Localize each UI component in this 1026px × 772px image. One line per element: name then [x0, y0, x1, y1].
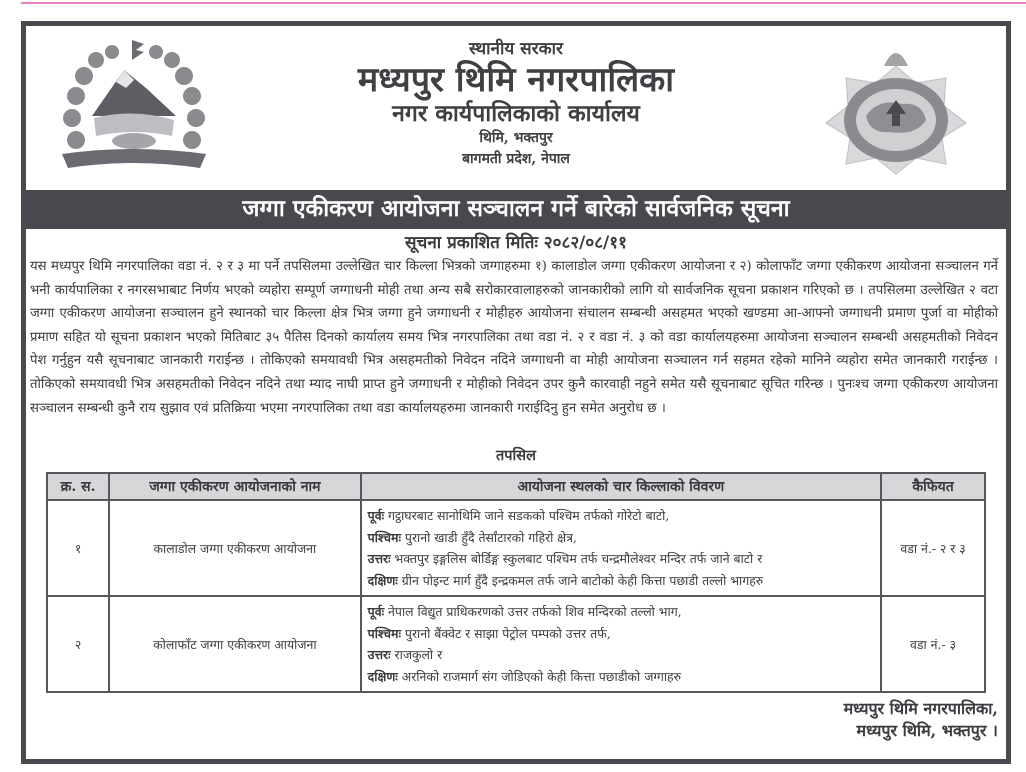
province-name: बागमती प्रदेश, नेपाल — [462, 151, 570, 167]
notice-frame — [21, 21, 1011, 764]
letterhead — [26, 26, 1006, 189]
publish-date: सूचना प्रकाशित मितिः २०८२/०८/११ — [405, 233, 627, 253]
municipality-logo-icon — [806, 38, 986, 178]
table-row — [47, 596, 985, 692]
local-government-label: स्थानीय सरकार — [468, 39, 563, 59]
row-project-name: कोलाफाँट जग्गा एकीकरण आयोजना — [109, 596, 361, 692]
top-accent-rule — [21, 2, 1026, 4]
letterhead-text — [226, 38, 806, 170]
schedule-heading: तपसिल — [496, 447, 536, 464]
notice-body: यस मध्यपुर थिमि नगरपालिका वडा नं. २ र ३ मा पर्ने तपसिलमा उल्लेखित चार किल्ला भित्रको जग्गाहरुमा १) कालाडोल जग्गा एकीकरण आयोजना र २) कोलाफाँट जग्गा एकीकरण आयोजना सञ्चालन गर्ने भनी कार्यपालिका र नगरसभाबाट निर्णय भएको व्यहोरा सम्पूर्ण जग्गाधनी मोही तथा अन्य सबै सरोकारवालाहरुको जानकारीको लागि यो सार्वजनिक सूचना प्रकाशन गरिएको छ । तपसिलमा उल्लेखित २ वटा जग्गा एकीकरण आयोजना सञ्चालन हुने स्थानको चार किल्ला क्षेत्र भित्र जग्गा हुने जग्गाधनी र मोहीहरु आयोजना संचालन सम्बन्धी असहमत भएको खण्डमा आ-आफ्नो जग्गाधनी प्रमाण पुर्जा वा मोहीको प्रमाण सहित यो सूचना प्रकाशन भएको मितिबाट ३५ पैतिस दिनको कार्यालय समय भित्र नगरपालिका तथा वडा नं. २ र वडा नं. ३ को वडा कार्यालयहरुमा आयोजना सञ्चालन सम्बन्धी असहमतीको निवेदन पेश गर्नुहुन यसै सूचनाबाट जानकारी गराईन्छ । तोकिएको समयावधी भित्र असहमतीको निवेदन नदिने जग्गाधनी वा मोही आयोजना सञ्चालन गर्न सहमत रहेको मानिने व्यहोरा समेत जानकारी गराईन्छ । तोकिएको समयावधी भित्र असहमतीको निवेदन नदिने तथा म्याद नाघी प्राप्त हुने जग्गाधनी र मोहीको निवेदन उपर कुनै कारवाही नहुने समेत यसै सूचनाबाट सूचित गरिन्छ । पुनःश्च जग्गा एकीकरण आयोजना सञ्चालन सम्बन्धी कुनै राय सुझाव एवं प्रतिक्रिया भएमा नगरपालिका तथा वडा कार्यालयहरुमा जानकारी गराईदिनु हुन समेत अनुरोध छ । — [30, 259, 998, 416]
boundary-west: पश्चिमः पुरानो बैंक्वेट र साझा पेट्रोल पम्पको उत्तर तर्फ, — [367, 625, 611, 641]
municipality-name: मध्यपुर थिमि नगरपालिका — [357, 60, 675, 100]
boundary-west: पश्चिमः पुरानो खाडी हुँदै तेर्सांटारको गहिरो क्षेत्र, — [367, 529, 577, 545]
col-serial: क्र. स. — [47, 473, 109, 500]
table-header-row — [47, 473, 985, 500]
row-remark: वडा नं.- २ र ३ — [881, 500, 985, 596]
office-name: नगर कार्यपालिकाको कार्यालय — [392, 100, 640, 127]
row-serial: २ — [47, 596, 109, 692]
row-remark: वडा नं.- ३ — [881, 596, 985, 692]
boundary-north: उत्तरः भक्तपुर इङ्गलिस बोर्डिङ्ग स्कुलबाट पश्चिम तर्फ चन्द्रमौलेश्वर मन्दिर तर्फ जाने बाटो र — [367, 551, 763, 566]
signature-municipality: मध्यपुर थिमि नगरपालिका, — [843, 699, 998, 718]
boundary-east: पूर्वः नेपाल विद्युत प्राधिकरणको उत्तर तर्फको शिव मन्दिरको तल्लो भाग, — [367, 604, 682, 619]
boundary-east: पूर्वः गट्ठाघरबाट सानोथिमि जाने सडकको पश्चिम तर्फको गोरेटो बाटो, — [367, 508, 670, 523]
row-serial: १ — [47, 500, 109, 596]
row-boundaries — [361, 596, 881, 692]
boundary-south: दक्षिणः अरनिको राजमार्ग संग जोडिएको केही कित्ता पछाडीको जग्गाहरु — [367, 668, 682, 684]
office-location: थिमि, भक्तपुर — [479, 130, 553, 146]
col-project-name: जग्गा एकीकरण आयोजनाको नाम — [109, 473, 361, 500]
boundary-south: दक्षिणः ग्रीन पोइन्ट मार्ग हुँदै इन्द्रकमल तर्फ जाने बाटोको केही कित्ता पछाडी तल्लो भागहरु — [367, 572, 764, 588]
signature-location: मध्यपुर थिमि, भक्तपुर । — [856, 721, 998, 740]
nepal-emblem-icon — [54, 36, 214, 176]
boundary-north: उत्तरः राजकुलो र — [367, 647, 443, 662]
table-row — [47, 500, 985, 596]
signature-block — [844, 698, 998, 742]
row-boundaries — [361, 500, 881, 596]
col-remarks: कैफियत — [881, 473, 985, 500]
schedule-table — [46, 472, 986, 693]
notice-title: जग्गा एकीकरण आयोजना सञ्चालन गर्ने बारेको सार्वजनिक सूचना — [26, 190, 1006, 229]
col-boundaries: आयोजना स्थलको चार किल्लाको विवरण — [361, 473, 881, 500]
row-project-name: कालाडोल जग्गा एकीकरण आयोजना — [109, 500, 361, 596]
